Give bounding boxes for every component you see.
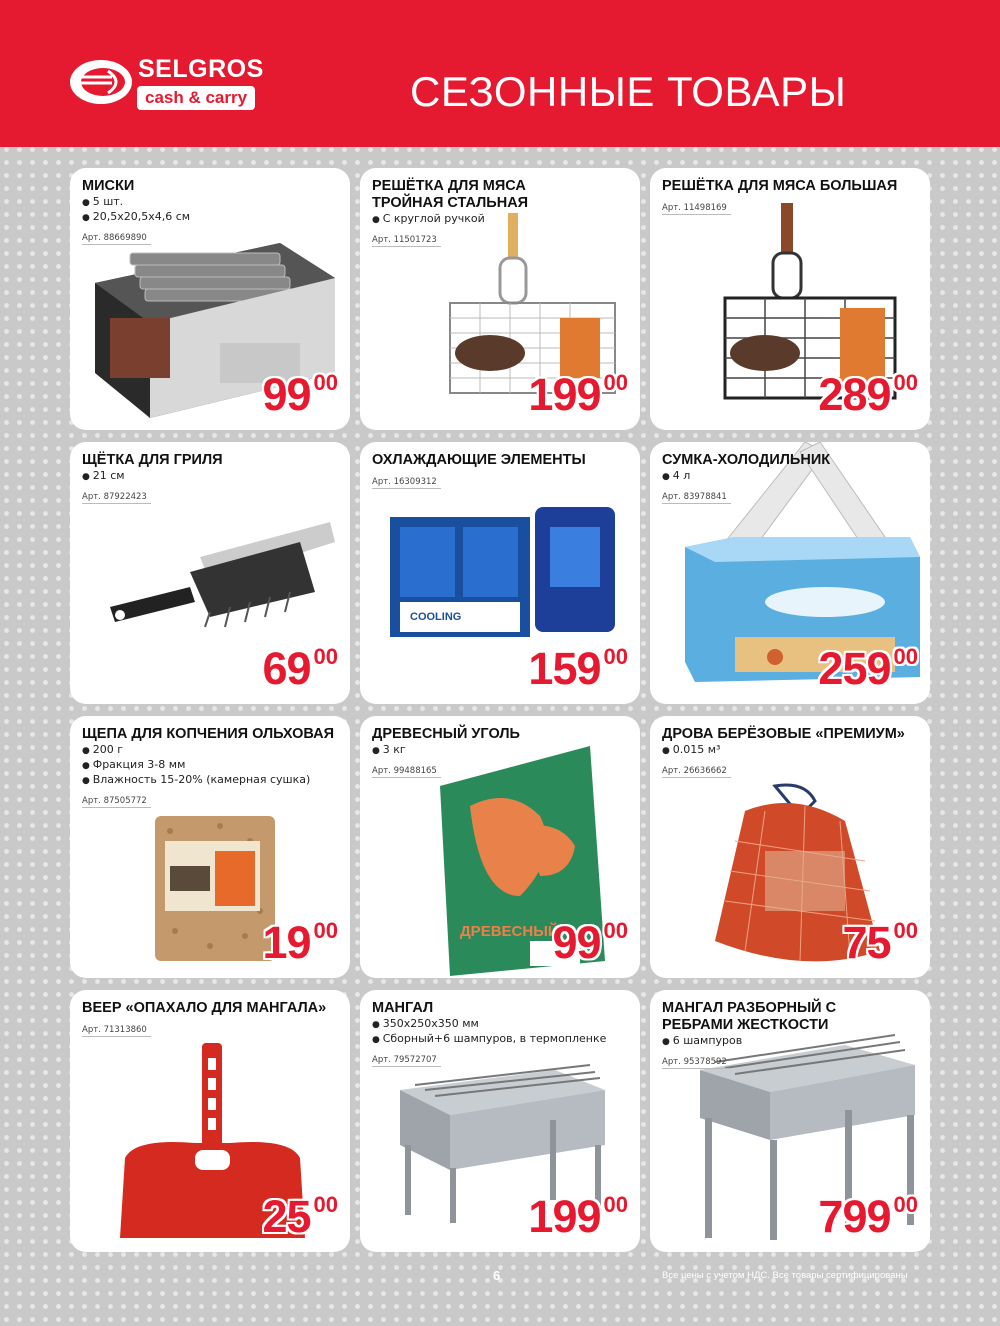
product-feature: ● С круглой ручкой — [372, 212, 630, 227]
product-title: МАНГАЛ РАЗБОРНЫЙ С РЕБРАМИ ЖЕСТКОСТИ — [662, 1000, 837, 1033]
product-card[interactable] — [650, 716, 930, 978]
product-article: Арт. 87922423 — [82, 491, 151, 504]
product-article: Арт. 95378592 — [662, 1056, 731, 1069]
product-article: Арт. 88669890 — [82, 232, 151, 245]
product-title: ДРОВА БЕРЁЗОВЫЕ «ПРЕМИУМ» — [662, 726, 905, 742]
product-price: 75 00 — [842, 917, 918, 968]
footer-note: Все цены с учетом НДС. Все товары сертифицированы — [662, 1270, 908, 1281]
cooling-elements-image — [385, 502, 635, 652]
product-card[interactable] — [360, 990, 640, 1252]
product-title: СУМКА-ХОЛОДИЛЬНИК — [662, 452, 831, 468]
product-feature: ● Сборный+6 шампуров, в термопленке — [372, 1032, 630, 1047]
product-title: МАНГАЛ — [372, 1000, 434, 1016]
page-number: 6 — [493, 1268, 501, 1283]
product-title: РЕШЁТКА ДЛЯ МЯСА БОЛЬШАЯ — [662, 178, 898, 194]
product-card[interactable] — [70, 168, 350, 430]
svg-text:ДРЕВЕСНЫЙ: ДРЕВЕСНЫЙ — [460, 923, 559, 940]
brand-tagline: cash & carry — [137, 86, 255, 110]
product-feature: ● 21 см — [82, 469, 340, 484]
product-feature: ● 200 г — [82, 743, 340, 758]
svg-text:COOLING: COOLING — [410, 611, 462, 623]
product-feature: ● Фракция 3-8 мм — [82, 758, 340, 773]
product-title: РЕШЁТКА ДЛЯ МЯСА ТРОЙНАЯ СТАЛЬНАЯ — [372, 178, 529, 211]
product-article: Арт. 79572707 — [372, 1054, 441, 1067]
product-price: 289 00 — [818, 369, 918, 420]
product-card[interactable] — [70, 990, 350, 1252]
product-price: 799 00 — [818, 1191, 918, 1242]
header-bar — [0, 0, 1000, 147]
product-article: Арт. 83978841 — [662, 491, 731, 504]
product-card[interactable] — [360, 442, 640, 704]
product-feature: ● 0.015 м³ — [662, 743, 920, 758]
product-price: 25 00 — [262, 1191, 338, 1242]
product-title: ДРЕВЕСНЫЙ УГОЛЬ — [372, 726, 520, 742]
product-title: ОХЛАЖДАЮЩИЕ ЭЛЕМЕНТЫ — [372, 452, 586, 468]
product-title: МИСКИ — [82, 178, 135, 194]
product-article: Арт. 99488165 — [372, 765, 441, 778]
product-feature: ● 350х250х350 мм — [372, 1017, 630, 1032]
product-price: 199 00 — [528, 1191, 628, 1242]
product-price: 199 00 — [528, 369, 628, 420]
product-title: ВЕЕР «ОПАХАЛО ДЛЯ МАНГАЛА» — [82, 1000, 327, 1016]
page-title: СЕЗОННЫЕ ТОВАРЫ — [410, 68, 847, 115]
product-price: 259 00 — [818, 643, 918, 694]
product-card[interactable] — [70, 716, 350, 978]
product-article: Арт. 16309312 — [372, 476, 441, 489]
product-card[interactable] — [650, 990, 930, 1252]
product-feature: ● 3 кг — [372, 743, 630, 758]
selgros-logo-icon — [68, 57, 134, 107]
product-feature: ● 4 л — [662, 469, 920, 484]
product-title: ЩЁТКА ДЛЯ ГРИЛЯ — [82, 452, 223, 468]
product-card[interactable] — [650, 442, 930, 704]
product-card[interactable] — [360, 716, 640, 978]
product-feature: ● 20,5х20,5х4,6 см — [82, 210, 340, 225]
product-article: Арт. 26636662 — [662, 765, 731, 778]
product-article: Арт. 87505772 — [82, 795, 151, 808]
product-article: Арт. 11498169 — [662, 202, 731, 215]
brand-name: SELGROS — [138, 55, 264, 83]
grill-brush-image — [100, 517, 340, 657]
product-feature: ● 6 шампуров — [662, 1034, 920, 1049]
product-feature: ● 5 шт. — [82, 195, 340, 210]
product-card[interactable] — [650, 168, 930, 430]
product-price: 159 00 — [528, 643, 628, 694]
product-title: ЩЕПА ДЛЯ КОПЧЕНИЯ ОЛЬХОВАЯ — [82, 726, 335, 742]
product-card[interactable] — [70, 442, 350, 704]
product-price: 99 00 — [552, 917, 628, 968]
product-feature: ● Влажность 15-20% (камерная сушка) — [82, 773, 340, 788]
product-price: 69 00 — [262, 643, 338, 694]
selgros-logo[interactable] — [68, 55, 278, 115]
product-price: 99 00 — [262, 369, 338, 420]
product-price: 19 00 — [262, 917, 338, 968]
product-article: Арт. 71313860 — [82, 1024, 151, 1037]
wood-chips-bag-image — [150, 811, 280, 966]
product-article: Арт. 11501723 — [372, 234, 441, 247]
product-card[interactable] — [360, 168, 640, 430]
